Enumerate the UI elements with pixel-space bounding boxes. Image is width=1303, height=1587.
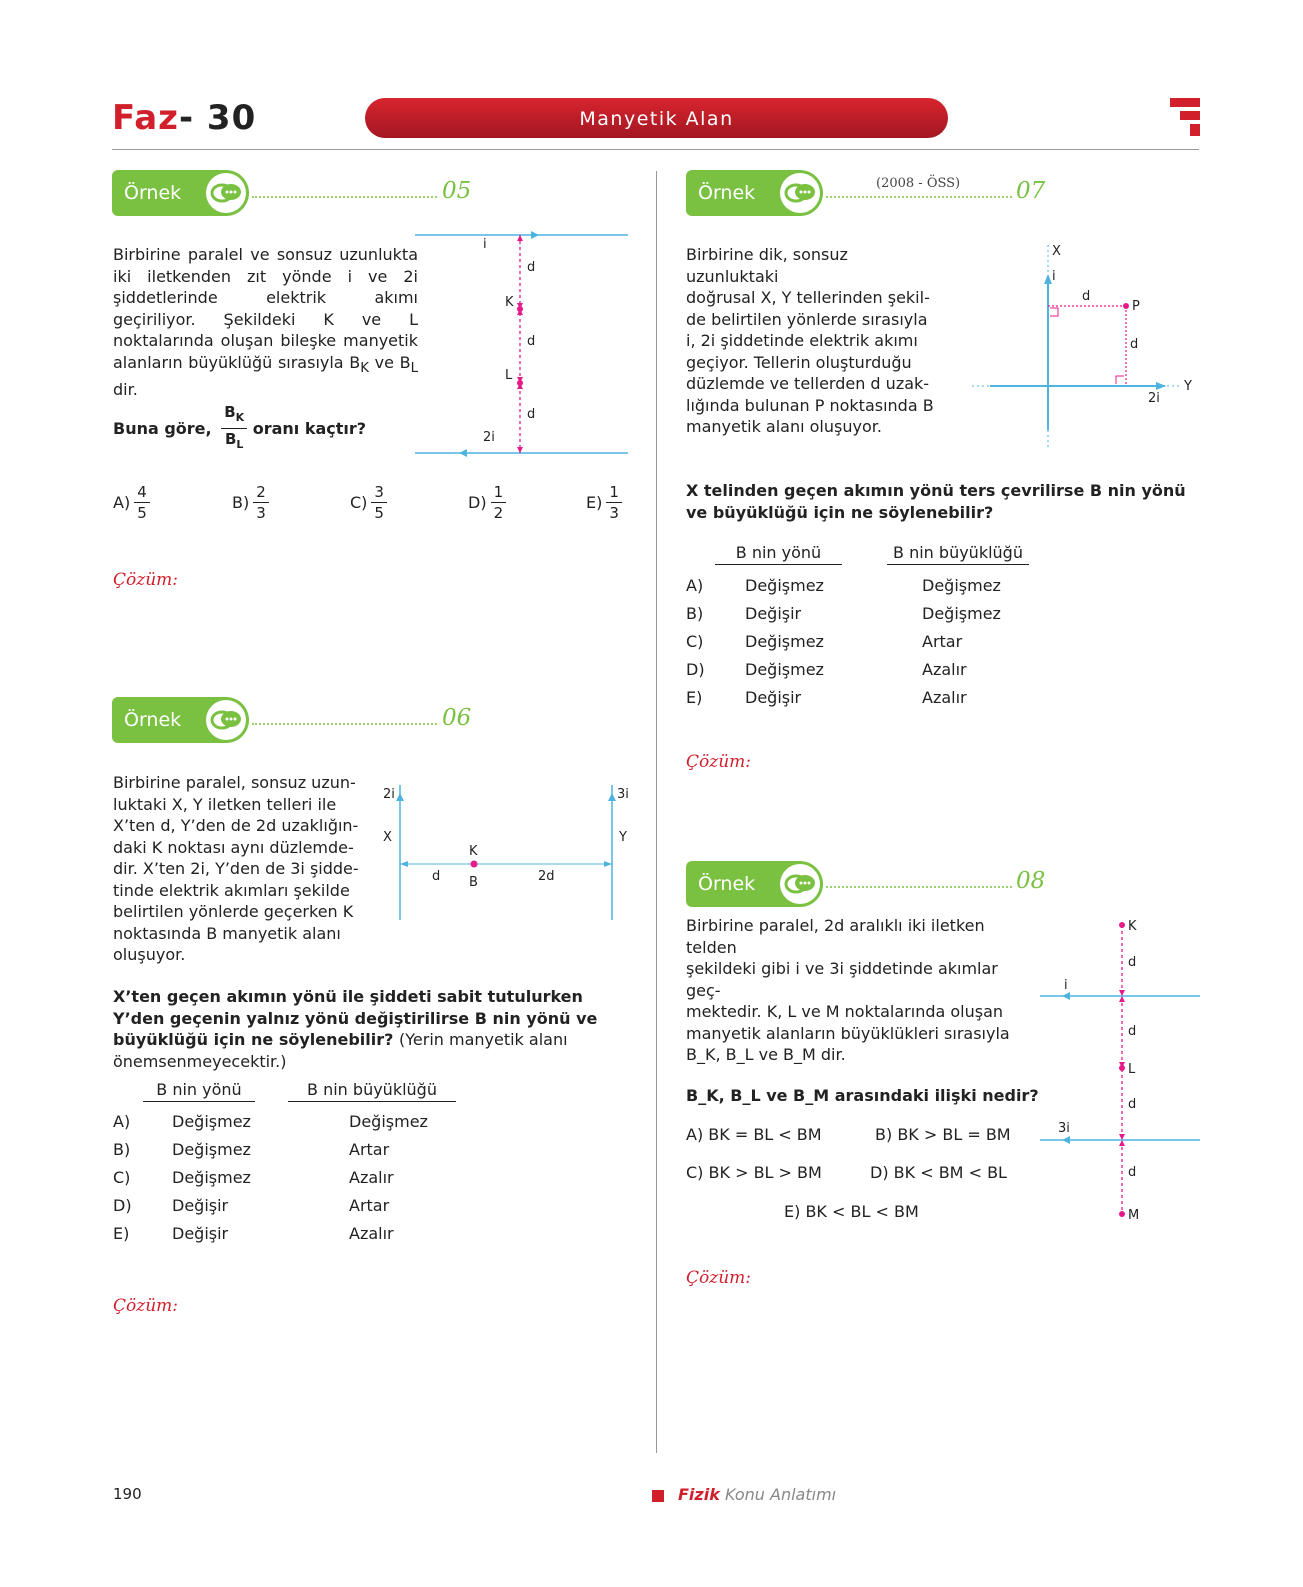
solution-label: Çözüm: (113, 1296, 178, 1316)
dotted-leader (826, 196, 1012, 198)
svg-text:X: X (383, 830, 392, 845)
label-i: i (483, 237, 487, 252)
question-text: Birbirine dik, sonsuz uzunluktaki doğrusal X, Y tellerinden şekil- de belirtilen yönlerde sırasıyla i, 2i şiddetinde elektrik akımı geçiyor. Tellerin oluşturduğu düzlemde ve tellerden d uzak- lığında bulunan P noktasında B manyetik alanı oluşuyor. (686, 245, 934, 436)
corner-logo-icon (1170, 98, 1200, 138)
option-b[interactable]: B) Değişir Değişmez (686, 604, 1001, 623)
page-number: 190 (113, 1485, 142, 1503)
ratio-fraction: $\frac{B_K}{B_L}$ (221, 402, 247, 455)
svg-text:Y: Y (619, 830, 627, 845)
brand-square-icon (652, 1490, 664, 1502)
q07-diagram (970, 240, 1200, 455)
column-header-direction: B nin yönü (143, 1080, 255, 1102)
svg-text:d: d (1130, 337, 1139, 352)
option-c[interactable]: C) $\frac{3}{5}$ (350, 482, 387, 523)
exam-year: (2008 - ÖSS) (876, 176, 961, 191)
svg-text:3i: 3i (1058, 1121, 1070, 1136)
solution-label: Çözüm: (686, 1268, 751, 1288)
option-e[interactable]: E) $\frac{1}{3}$ (586, 482, 622, 523)
option-a[interactable]: A) Değişmez Değişmez (686, 576, 1001, 595)
question-number: 05 (442, 178, 472, 204)
q08-diagram (1040, 910, 1205, 1225)
dotted-leader (826, 886, 1012, 888)
option-c[interactable]: C) BK > BL > BM (686, 1163, 822, 1182)
svg-text:L: L (1128, 1062, 1136, 1077)
question-number: 08 (1016, 868, 1046, 894)
dotted-leader (252, 723, 437, 725)
question-text: Birbirine paralel ve sonsuz uzunlukta iki iletkenden zıt yönde i ve 2i şiddetlerinde elektrik akımı geçiriliyor. Şekildeki K ve L noktalarında oluşan bileşke manyetik alanların büyüklüğü sırasıyla $B_K$ ve $B_L$ dir. (113, 245, 418, 400)
label-L: L (505, 368, 513, 383)
svg-text:d: d (432, 869, 441, 884)
example-tab-08: Örnek (686, 861, 823, 907)
svg-text:P: P (1132, 299, 1140, 314)
label-K: K (505, 295, 514, 310)
question-prompt: X telinden geçen akımın yönü ters çevrilirse B nin yönü ve büyüklüğü için ne söylenebilir? (686, 481, 1186, 522)
svg-text:X: X (1052, 244, 1061, 259)
question-prompt: X’ten geçen akımın yönü ile şiddeti sabit tutulurken Y’den geçenin yalnız yönü değiştirilirse B nin yönü ve büyüklüğü için ne söylenebilir? (Yerin manyetik alanı önemsenmeyecektir.) (113, 987, 598, 1071)
example-tab-05: Örnek (112, 170, 249, 216)
column-header-magnitude: B nin büyüklüğü (887, 543, 1029, 565)
chat-bubble-icon (780, 864, 820, 904)
option-e[interactable]: E) BK < BL < BM (784, 1202, 919, 1221)
column-header-magnitude: B nin büyüklüğü (288, 1080, 456, 1102)
option-b[interactable]: B) $\frac{2}{3}$ (232, 482, 269, 523)
svg-text:d: d (1128, 1165, 1137, 1180)
option-b[interactable]: B) Değişmez Artar (113, 1140, 390, 1159)
option-c[interactable]: C) Değişmez Azalır (113, 1168, 394, 1187)
column-divider (656, 171, 657, 1453)
series-logo: Faz- 30 (112, 98, 257, 138)
solution-label: Çözüm: (686, 752, 751, 772)
option-d[interactable]: D) Değişmez Azalır (686, 660, 967, 679)
example-tab-07: Örnek (686, 170, 823, 216)
label-2i: 2i (483, 430, 495, 445)
book-brand: Fizik Konu Anlatımı (678, 1485, 837, 1504)
svg-text:i: i (1052, 269, 1056, 284)
chat-bubble-icon (780, 173, 820, 213)
q06-diagram (380, 785, 635, 925)
chat-bubble-icon (206, 173, 246, 213)
svg-text:2i: 2i (383, 787, 395, 802)
option-e[interactable]: E) Değişir Azalır (113, 1224, 394, 1243)
option-d[interactable]: D) BK < BM < BL (870, 1163, 1007, 1182)
option-a[interactable]: A) BK = BL < BM (686, 1125, 822, 1144)
solution-label: Çözüm: (113, 570, 178, 590)
label-d: d (527, 334, 536, 349)
svg-text:M: M (1128, 1208, 1140, 1223)
question-prompt: B_K, B_L ve B_M arasındaki ilişki nedir? (686, 1086, 1039, 1105)
header-rule (112, 149, 1199, 150)
svg-text:i: i (1064, 978, 1068, 993)
svg-text:2d: 2d (538, 869, 555, 884)
svg-text:d: d (1128, 955, 1137, 970)
question-prompt: Buna göre, $\frac{B_K}{B_L}$ oranı kaçtır? (113, 402, 366, 455)
option-d[interactable]: D) $\frac{1}{2}$ (468, 482, 506, 523)
q05-diagram (415, 225, 630, 460)
label-d: d (527, 260, 536, 275)
option-c[interactable]: C) Değişmez Artar (686, 632, 963, 651)
svg-text:d: d (1128, 1097, 1137, 1112)
svg-text:K: K (1128, 919, 1137, 934)
option-a[interactable]: A) Değişmez Değişmez (113, 1112, 428, 1131)
option-a[interactable]: A) $\frac{4}{5}$ (113, 482, 150, 523)
svg-text:2i: 2i (1148, 391, 1160, 406)
svg-text:K: K (469, 844, 478, 859)
svg-text:3i: 3i (617, 787, 629, 802)
question-text: Birbirine paralel, sonsuz uzun- luktaki X, Y iletken telleri ile X’ten d, Y’den de 2d uzaklığın- daki K noktası aynı düzlemde- dir. X’ten 2i, Y’den de 3i şidde- tinde elektrik akımları şekilde belirtilen yönlerde geçerken K noktasında B manyetik alanı oluşuyor. (113, 773, 359, 964)
question-number: 07 (1016, 178, 1046, 204)
question-number: 06 (442, 705, 472, 731)
question-text: Birbirine paralel, 2d aralıklı iki iletken telden şekildeki gibi i ve 3i şiddetinde akımlar geç- mektedir. K, L ve M noktalarında oluşan manyetik alanların büyüklükleri sırasıyla B_K, B_L ve B_M dir. (686, 916, 1010, 1064)
chapter-title-banner: Manyetik Alan (365, 98, 948, 138)
option-e[interactable]: E) Değişir Azalır (686, 688, 967, 707)
dotted-leader (252, 196, 437, 198)
svg-text:B: B (469, 875, 478, 890)
svg-text:Y: Y (1184, 379, 1192, 394)
column-header-direction: B nin yönü (715, 543, 842, 565)
svg-text:d: d (1082, 289, 1091, 304)
svg-text:d: d (1128, 1024, 1137, 1039)
label-d: d (527, 407, 536, 422)
option-d[interactable]: D) Değişir Artar (113, 1196, 390, 1215)
option-b[interactable]: B) BK > BL = BM (875, 1125, 1011, 1144)
example-tab-06: Örnek (112, 697, 249, 743)
chat-bubble-icon (206, 700, 246, 740)
